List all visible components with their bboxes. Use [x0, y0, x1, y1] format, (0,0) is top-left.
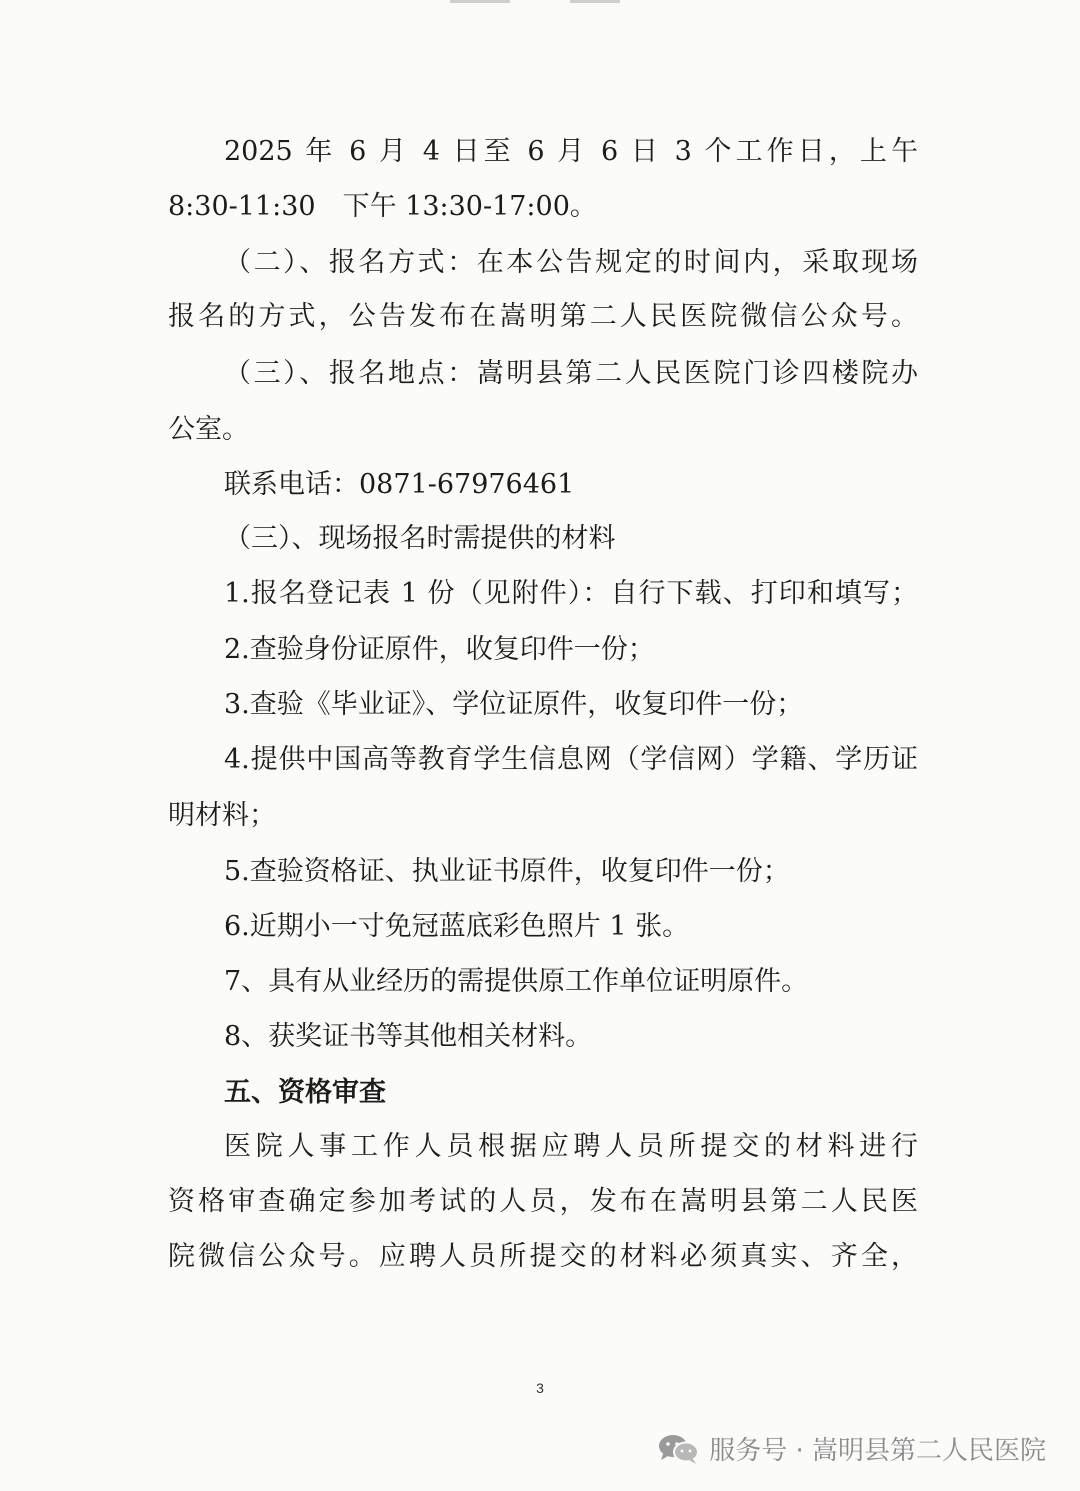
text-line: （三）、报名地点：嵩明县第二人民医院门诊四楼院办	[224, 358, 918, 389]
list-item: 2.查验身份证原件，收复印件一份；	[224, 634, 655, 665]
watermark-text: 服务号 · 嵩明县第二人民医院	[709, 1436, 1046, 1466]
contact-phone: 联系电话：0871-67976461	[224, 469, 575, 500]
text-line: 院微信公众号。应聘人员所提交的材料必须真实、齐全，	[168, 1241, 918, 1272]
text-line: 公室。	[168, 414, 249, 445]
account-watermark	[657, 1430, 1046, 1467]
text-line: 2025 年 6 月 4 日至 6 月 6 日 3 个工作日，上午	[224, 136, 918, 167]
text-line: 医院人事工作人员根据应聘人员所提交的材料进行	[224, 1131, 918, 1162]
list-item: 8、获奖证书等其他相关材料。	[224, 1021, 593, 1052]
list-item: 明材料；	[168, 800, 276, 831]
text-line: （二）、报名方式：在本公告规定的时间内，采取现场	[224, 247, 918, 278]
text-line: 报名的方式，公告发布在嵩明第二人民医院微信公众号。	[168, 301, 918, 332]
page-number: 3	[536, 1380, 544, 1396]
scan-artifact	[440, 0, 640, 6]
list-item: 4.提供中国高等教育学生信息网（学信网）学籍、学历证	[224, 744, 918, 775]
list-item: 1.报名登记表 1 份（见附件）：自行下载、打印和填写；	[224, 578, 918, 609]
section-heading: 五、资格审查	[224, 1077, 386, 1108]
list-item: 5.查验资格证、执业证书原件，收复印件一份；	[224, 856, 790, 887]
text-line: 8:30-11:30 下午 13:30-17:00。	[168, 191, 597, 222]
list-item: 6.近期小一寸免冠蓝底彩色照片 1 张。	[224, 911, 690, 942]
section-subheading: （三）、现场报名时需提供的材料	[224, 523, 616, 554]
text-line: 资格审查确定参加考试的人员，发布在嵩明县第二人民医	[168, 1186, 918, 1217]
list-item: 3.查验《毕业证》、学位证原件，收复印件一份；	[224, 689, 804, 720]
wechat-icon	[657, 1433, 701, 1465]
list-item: 7、具有从业经历的需提供原工作单位证明原件。	[224, 966, 809, 997]
